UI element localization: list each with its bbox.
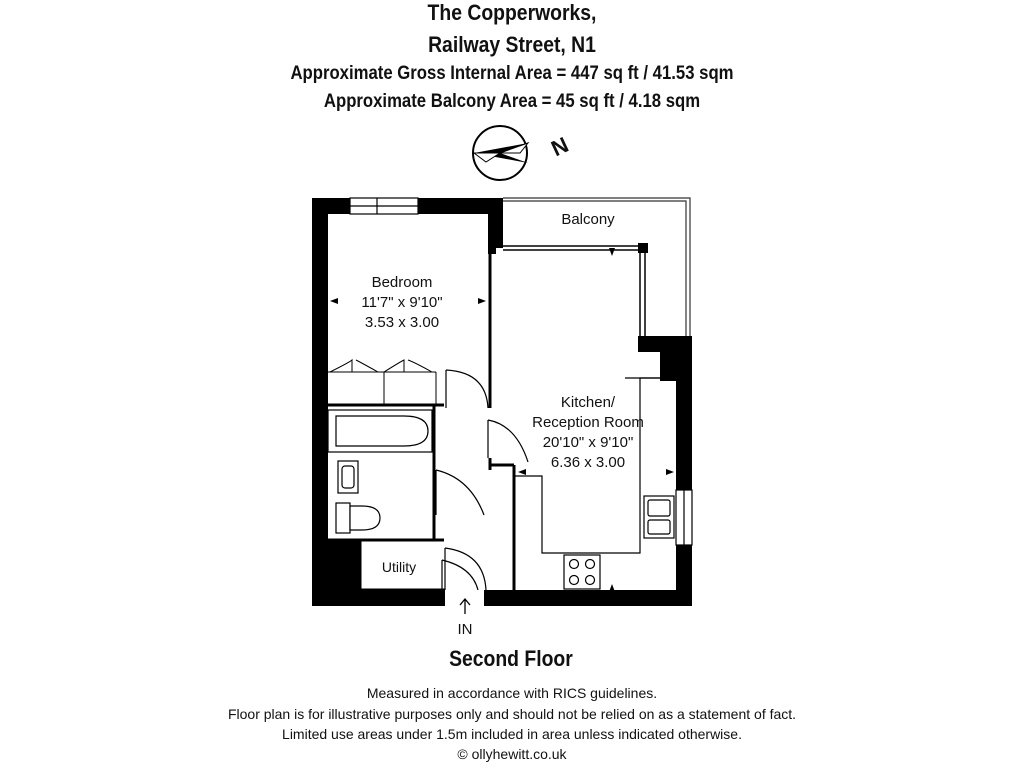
gross-internal-area: Approximate Gross Internal Area = 447 sq ft / 41.53 sqm [290, 63, 734, 84]
balcony-area: Approximate Balcony Area = 45 sq ft / 4.18 sqm [323, 91, 701, 112]
floor-label: Second Floor [449, 646, 573, 671]
kitchen-sink [644, 496, 674, 538]
bedroom-imperial: 11'7" x 9'10" [361, 294, 443, 311]
utility-label: Utility [381, 559, 417, 575]
kitchen-imperial: 20'10" x 9'10" [542, 434, 634, 451]
entrance-arrow-icon [460, 599, 470, 614]
property-name: The Copperworks, [427, 0, 597, 25]
bathtub [328, 410, 432, 452]
bedroom-metric: 3.53 x 3.00 [364, 314, 440, 331]
footer-limited-use: Limited use areas under 1.5m included in area unless indicated otherwise. [282, 726, 742, 742]
wardrobe [328, 360, 436, 405]
balcony-label: Balcony [561, 211, 615, 228]
entrance-label: IN [457, 621, 473, 638]
compass-icon [473, 126, 528, 180]
footer-disclaimer: Floor plan is for illustrative purposes only and should not be relied on as a statement of fact. [227, 706, 797, 722]
compass-north-label: N [547, 131, 573, 162]
kitchen-label-line1: Kitchen/ [560, 394, 616, 411]
footer-rics: Measured in accordance with RICS guidelines. [366, 685, 658, 701]
basin [338, 461, 358, 493]
property-address: Railway Street, N1 [428, 32, 596, 57]
kitchen-metric: 6.36 x 3.00 [550, 454, 626, 471]
bedroom-label: Bedroom [371, 274, 433, 291]
kitchen-window [676, 490, 692, 545]
exterior-walls [312, 198, 692, 606]
toilet [336, 503, 380, 533]
footer-copyright: © ollyhewitt.co.uk [457, 746, 567, 762]
kitchen-label-line2: Reception Room [532, 414, 644, 431]
bedroom-window [350, 198, 418, 214]
hob [564, 555, 600, 589]
